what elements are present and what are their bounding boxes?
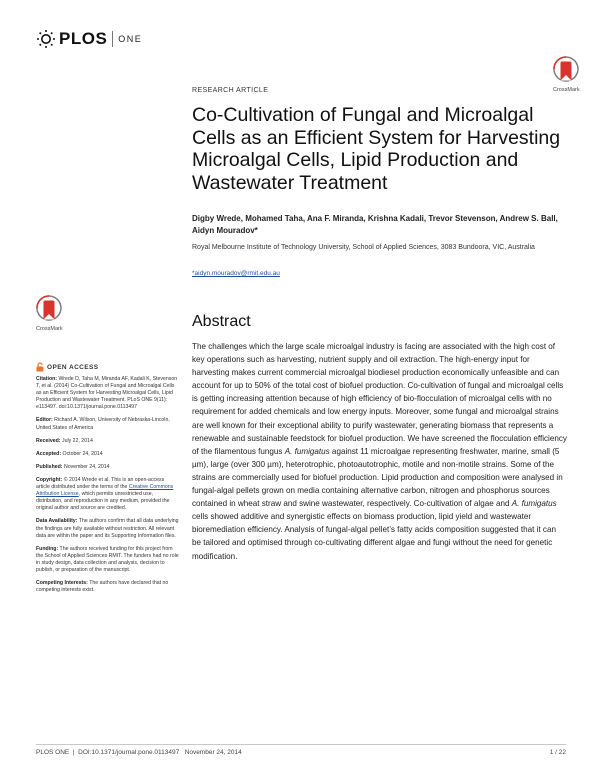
species-name: A. fumigatus [284, 446, 330, 456]
logo-subtext: ONE [118, 34, 143, 44]
abstract-part-1: The challenges which the large scale microalgal industry is facing are associated with the high cost of key operations such as harvesting, nutrient supply and oil extraction. The high-energy input for harvesting makes current commercial microalgal biodiesel production economically unfeasible and can account for up to 50% of the total cost of biofuel production. Co-cultivation of fungal and microalgal cells is getting increasing attention because of high efficiency of bio-flocculation of microalgal cells with no requirement for added chemicals and low energy inputs. Moreover, some fungal and microalgal strains are well known for their exceptional ability to purify wastewater, generating biomass that represents a renewable and sustainable feedstock for biofuel production. We have screened the flocculation efficiency of the filamentous fungus [192, 342, 567, 456]
citation-block [36, 376, 179, 411]
article-title: Co-Cultivation of Fungal and Microalgal Cells as an Efficient System for Harvesting Microalgal Cells, Lipid Production and Wastewater Treatment [192, 104, 561, 194]
funding-block [36, 546, 179, 574]
data-availability-label: Data Availability: [36, 518, 78, 525]
copyright-text-end: , which permits unrestricted use, distribution, and reproduction in any medium, provided the original author and source are credited. [36, 491, 170, 512]
accepted-label: Accepted: [36, 450, 62, 457]
copyright-label: Copyright: [36, 476, 63, 483]
corresponding-email-link[interactable]: *aidyn.mouradov@rmit.edu.au [192, 270, 280, 277]
funding-text: The authors received funding for this project from the School of Applied Sciences RMIT. The funders had no role in study design, data collection and analysis, decision to publish, or preparation of the manuscript. [36, 545, 179, 573]
author-list: Digby Wrede, Mohamed Taha, Ana F. Miranda, Krishna Kadali, Trevor Stevenson, Andrew S. Ball, Aidyn Mouradov* [192, 214, 558, 235]
data-availability-block [36, 518, 179, 539]
crossmark-label: CrossMark [553, 87, 580, 93]
footer-citation: PLOS ONE | DOI:10.1371/journal.pone.0113497 November 24, 2014 [36, 749, 242, 756]
footer-divider [36, 744, 566, 745]
editor-text: Richard A. Wilson, University of Nebraska-Lincoln, United States of America [36, 417, 170, 431]
open-lock-icon [36, 362, 44, 372]
funding-label: Funding: [36, 545, 59, 552]
crossmark-icon [553, 56, 579, 86]
open-access-badge [36, 362, 98, 372]
logo-text: PLOS [59, 29, 108, 48]
received-date: July 22, 2014 [61, 437, 93, 444]
article-type: RESEARCH ARTICLE [192, 87, 269, 94]
affiliation: Royal Melbourne Institute of Technology University, School of Applied Sciences, 3083 Bundoora, VIC, Australia [192, 244, 535, 251]
abstract-heading: Abstract [192, 313, 251, 330]
citation-text: Wrede D, Taha M, Miranda AF, Kadali K, Stevenson T, et al. (2014) Co-Cultivation of Fungal and Microalgal Cells as an Efficient System for Harvesting Microalgal Cells, Lipid Production and Wastewater Treatment. PLoS ONE 9(11): e113497. doi:10.1371/journal.pone.0113497 [36, 376, 178, 411]
open-access-label: OPEN ACCESS [47, 363, 99, 371]
competing-interests-block [36, 580, 179, 594]
page-number: 1 / 22 [549, 749, 566, 756]
abstract-part-2: against 11 microalgae representing freshwater, marine, small (5 µm), large (over 300 µm), heterotrophic, photoautotrophic, motile and non-motile strains. Some of the strains are commercially used for biofuel production. Lipid production and composition were analysed in fungal-algal pellets grown on media containing alternative carbon, nitrogen and phosphorus sources contained in wheat straw and swine wastewater, respectively. Co-cultivation of algae and [192, 446, 563, 509]
published-block [36, 464, 179, 471]
plos-sun-icon [36, 29, 56, 49]
copyright-block [36, 477, 179, 512]
editor-block [36, 417, 179, 431]
logo-divider [112, 31, 113, 47]
crossmark-badge-top[interactable] [553, 56, 580, 93]
species-name: A. fumigatus [511, 499, 557, 509]
accepted-date: October 24, 2014 [62, 450, 103, 457]
copyright-text: © 2014 Wrede et al. This is an open-access article distributed under the terms of the [36, 476, 165, 491]
published-label: Published: [36, 463, 63, 470]
competing-interests-label: Competing Interests: [36, 580, 88, 587]
license-link[interactable]: Creative Commons Attribution License [36, 484, 174, 498]
editor-label: Editor: [36, 417, 53, 424]
received-label: Received: [36, 437, 61, 444]
received-block [36, 438, 179, 445]
citation-label: Citation: [36, 376, 58, 382]
abstract-part-3: cells showed additive and synergistic effects on biomass production, lipid yield and wastewater bioremediation efficiency. Analysis of fungal-algal pellet’s fatty acids composition suggested that it can be tailored and optimised through co-cultivating different algae and fungi without the need for genetic modification. [192, 512, 556, 561]
accepted-block [36, 451, 179, 458]
journal-logo[interactable] [36, 28, 142, 50]
published-date: November 24, 2014 [63, 463, 110, 470]
article-metadata [36, 376, 179, 600]
data-availability-text: The authors confirm that all data underlying the findings are fully available without restriction. All relevant data are within the paper and its Supporting Information files. [36, 518, 179, 539]
crossmark-label: CrossMark [36, 326, 63, 332]
page-footer [36, 749, 566, 756]
crossmark-icon [36, 295, 62, 325]
competing-interests-text: The authors have declared that no competing interests exist. [36, 580, 169, 594]
abstract-text [192, 340, 567, 563]
crossmark-badge-left[interactable] [36, 295, 63, 332]
